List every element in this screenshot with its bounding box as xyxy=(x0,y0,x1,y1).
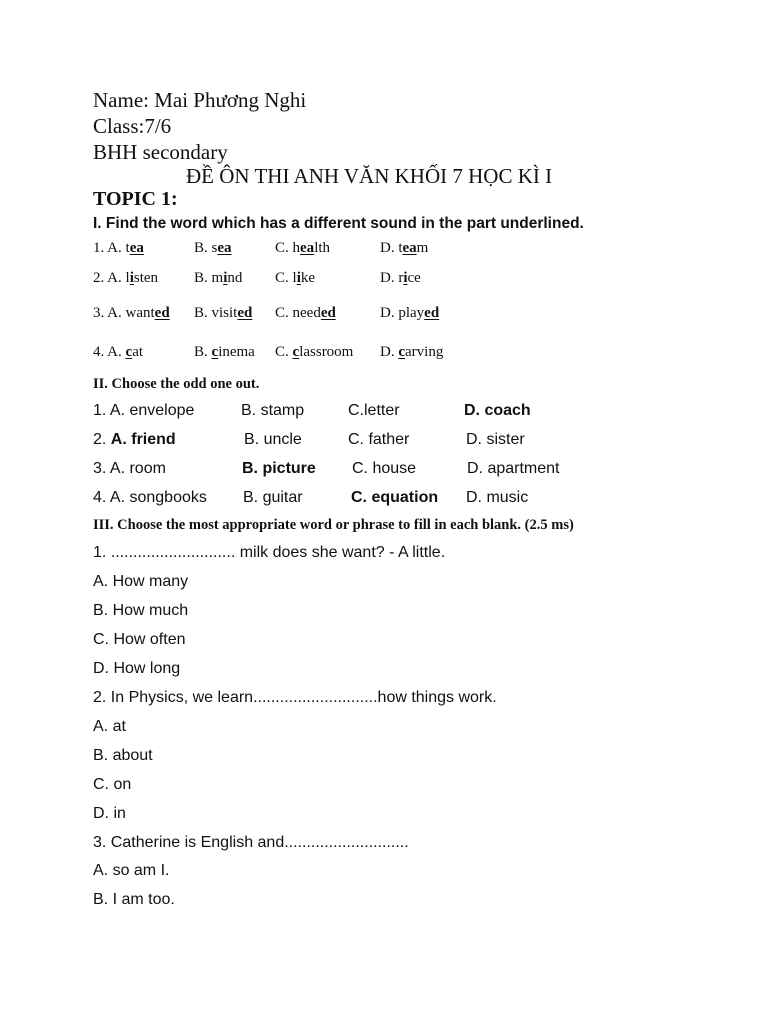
section-2-heading: II. Choose the odd one out. xyxy=(93,376,260,392)
s3-q1-option-a: A. How many xyxy=(93,573,189,590)
s3-q2-option-b: B. about xyxy=(93,747,153,764)
s3-question-3: 3. Catherine is English and............................ xyxy=(93,834,409,851)
s1-q4-option-b: B. cinema xyxy=(194,344,255,360)
s1-q1-option-d: D. team xyxy=(380,240,429,256)
s2-q4-option-c-answer: C. equation xyxy=(351,489,439,506)
s2-q3-option-d: D. apartment xyxy=(467,460,560,477)
s3-q1-option-b: B. How much xyxy=(93,602,189,619)
s2-q2-option-d: D. sister xyxy=(466,431,525,448)
s1-q1-option-a: 1. A. tea xyxy=(93,240,144,256)
s1-q4-option-c: C. classroom xyxy=(275,344,354,360)
s3-q2-option-d: D. in xyxy=(93,805,126,822)
s3-q2-option-a: A. at xyxy=(93,718,126,735)
s2-q4-option-d: D. music xyxy=(466,489,529,506)
s2-q1-option-c: C.letter xyxy=(348,402,400,419)
s1-q4-option-d: D. carving xyxy=(380,344,444,360)
school-name: BHH secondary xyxy=(93,140,228,164)
s3-q1-option-c: C. How often xyxy=(93,631,186,648)
s1-q1-option-c: C. health xyxy=(275,240,331,256)
s2-q1-option-a: 1. A. envelope xyxy=(93,402,195,419)
s1-q3-option-b: B. visited xyxy=(194,305,253,321)
s1-q2-option-a: 2. A. listen xyxy=(93,270,159,286)
s1-q1-option-b: B. sea xyxy=(194,240,232,256)
s1-q3-option-c: C. needed xyxy=(275,305,336,321)
s3-q2-option-c: C. on xyxy=(93,776,132,793)
s2-q3-option-c: C. house xyxy=(352,460,417,477)
s2-q1-option-b: B. stamp xyxy=(241,402,305,419)
s1-q2-option-b: B. mind xyxy=(194,270,243,286)
s1-q3-option-a: 3. A. wanted xyxy=(93,305,170,321)
s1-q2-option-c: C. like xyxy=(275,270,316,286)
s2-q2-answer: A. friend xyxy=(110,431,176,448)
s1-q3-option-d: D. played xyxy=(380,305,440,321)
s2-q2-option-c: C. father xyxy=(348,431,410,448)
s3-question-1: 1. ............................ milk does she want? - A little. xyxy=(93,544,446,561)
section-1-heading: I. Find the word which has a different sound in the part underlined. xyxy=(93,215,584,232)
section-3-heading: III. Choose the most appropriate word or phrase to fill in each blank. (2.5 ms) xyxy=(93,517,574,533)
topic-heading: TOPIC 1: xyxy=(93,188,178,210)
s1-q4-option-a: 4. A. cat xyxy=(93,344,144,360)
s3-question-2: 2. In Physics, we learn............................how things work. xyxy=(93,689,497,706)
s3-q1-option-d: D. How long xyxy=(93,660,181,677)
s3-q3-option-b: B. I am too. xyxy=(93,891,175,908)
s2-q4-option-a: 4. A. songbooks xyxy=(93,489,207,506)
student-class: Class:7/6 xyxy=(93,114,172,138)
exam-title: ĐỀ ÔN THI ANH VĂN KHỐI 7 HỌC KÌ I xyxy=(186,164,553,188)
s2-q4-option-b: B. guitar xyxy=(243,489,303,506)
s2-q1-option-d-answer: D. coach xyxy=(464,402,531,419)
s2-q3-option-b-answer: B. picture xyxy=(242,460,316,477)
s2-q3-option-a: 3. A. room xyxy=(93,460,166,477)
s2-q2-option-a: 2. A. friend xyxy=(93,431,176,448)
s1-q2-option-d: D. rice xyxy=(380,270,421,286)
s2-q2-option-b: B. uncle xyxy=(244,431,302,448)
student-name: Name: Mai Phương Nghi xyxy=(93,88,307,112)
s3-q3-option-a: A. so am I. xyxy=(93,862,170,879)
